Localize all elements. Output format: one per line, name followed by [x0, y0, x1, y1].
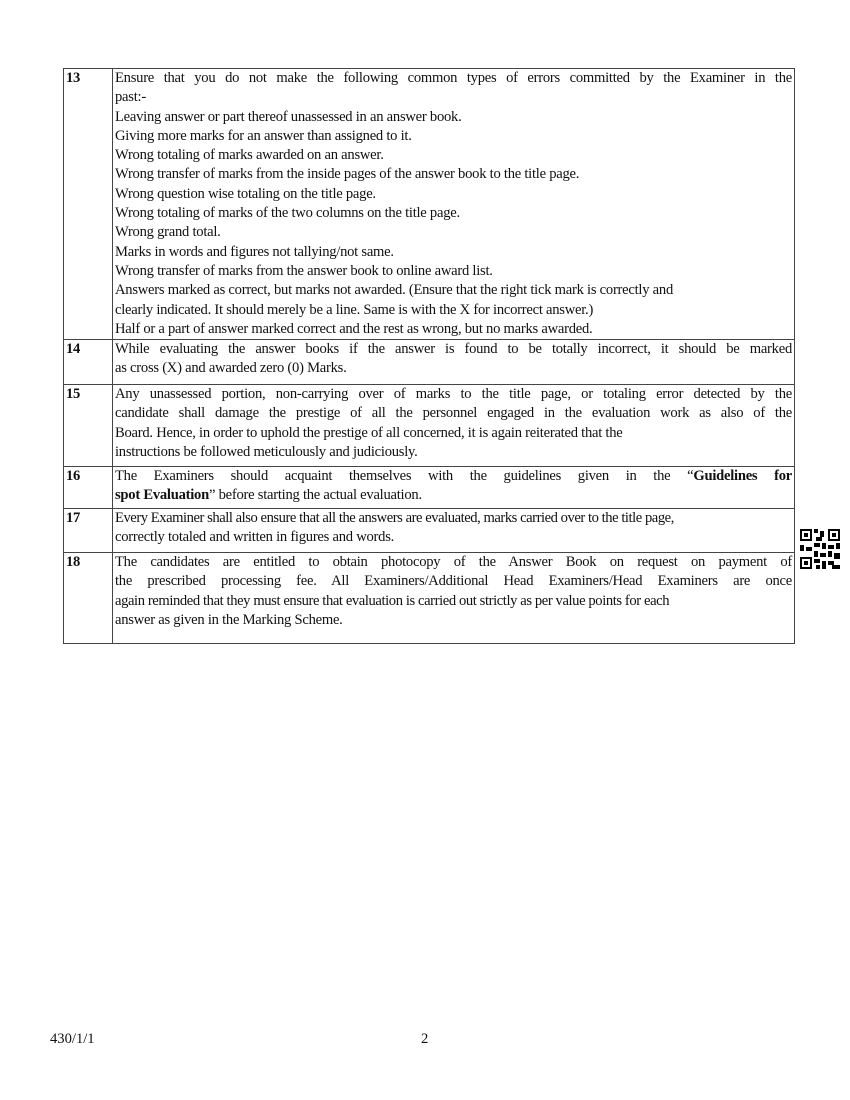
text-line: candidate shall damage the prestige of all the personnel engaged in the evaluation work as also of the: [115, 405, 792, 422]
table-row: [64, 385, 795, 467]
text-line: Wrong question wise totaling on the title page.: [115, 185, 376, 202]
page-number: 2: [421, 1031, 429, 1047]
text-fragment: The Examiners should acquaint themselves with the guidelines given in the “: [115, 468, 694, 485]
text-fragment: ” before starting the actual evaluation.: [208, 487, 422, 504]
instructions-table: [63, 68, 795, 644]
row-number: 18: [64, 553, 113, 644]
paper-code: 430/1/1: [50, 1031, 95, 1047]
text-line: answer as given in the Marking Scheme.: [115, 612, 343, 629]
row-number: 16: [64, 467, 113, 509]
row-text: [113, 553, 795, 644]
text-line: Answers marked as correct, but marks not awarded. (Ensure that the right tick mark is correctly and: [115, 282, 673, 299]
text-line: Board. Hence, in order to uphold the prestige of all concerned, it is again reiterated that the: [115, 424, 623, 441]
bold-text: spot Evaluation: [115, 487, 209, 504]
text-line: Giving more marks for an answer than assigned to it.: [115, 127, 412, 144]
table-row: [64, 467, 795, 509]
text-line: instructions be followed meticulously and judiciously.: [115, 444, 418, 461]
row-number: 14: [64, 340, 113, 385]
row-text: [113, 467, 795, 509]
text-line: Wrong totaling of marks awarded on an answer.: [115, 147, 384, 164]
row-number: 17: [64, 509, 113, 553]
row-text: [113, 385, 795, 467]
bold-text: Guidelines for: [693, 468, 792, 485]
row-number: 13: [64, 69, 113, 340]
row-text: [113, 509, 795, 553]
text-line: Leaving answer or part thereof unassessed in an answer book.: [115, 108, 462, 125]
table-row: [64, 509, 795, 553]
table-row: [64, 69, 795, 340]
row-number: 15: [64, 385, 113, 467]
text-line: Ensure that you do not make the following common types of errors committed by the Examiner in the: [115, 70, 792, 86]
table-row: [64, 340, 795, 385]
text-line: Every Examiner shall also ensure that all the answers are evaluated, marks carried over to the title page,: [115, 510, 674, 527]
qr-code-icon: [800, 529, 840, 569]
text-line: [115, 486, 792, 505]
text-line: Wrong grand total.: [115, 224, 221, 241]
text-line: While evaluating the answer books if the answer is found to be totally incorrect, it should be marked: [115, 341, 792, 358]
row-text: [113, 69, 795, 340]
text-line: Wrong totaling of marks of the two columns on the title page.: [115, 205, 460, 222]
text-line: again reminded that they must ensure that evaluation is carried out strictly as per value points for each: [115, 592, 670, 609]
text-line: Wrong transfer of marks from the answer book to online award list.: [115, 262, 493, 279]
text-line: clearly indicated. It should merely be a line. Same is with the X for incorrect answer.): [115, 301, 594, 318]
row-text: [113, 340, 795, 385]
text-line: correctly totaled and written in figures and words.: [115, 529, 395, 546]
text-line: Wrong transfer of marks from the inside pages of the answer book to the title page.: [115, 166, 580, 183]
text-line: Any unassessed portion, non-carrying over of marks to the title page, or totaling error detected by the: [115, 386, 792, 403]
text-line: past:-: [115, 89, 146, 106]
text-line: as cross (X) and awarded zero (0) Marks.: [115, 360, 347, 377]
text-line: The candidates are entitled to obtain photocopy of the Answer Book on request on payment of: [115, 554, 792, 571]
text-line: Half or a part of answer marked correct and the rest as wrong, but no marks awarded.: [115, 320, 593, 337]
text-line: the prescribed processing fee. All Examiners/Additional Head Examiners/Head Examiners are once: [115, 573, 792, 590]
table-row: [64, 553, 795, 644]
text-line: Marks in words and figures not tallying/not same.: [115, 243, 394, 260]
text-line: [115, 467, 792, 486]
